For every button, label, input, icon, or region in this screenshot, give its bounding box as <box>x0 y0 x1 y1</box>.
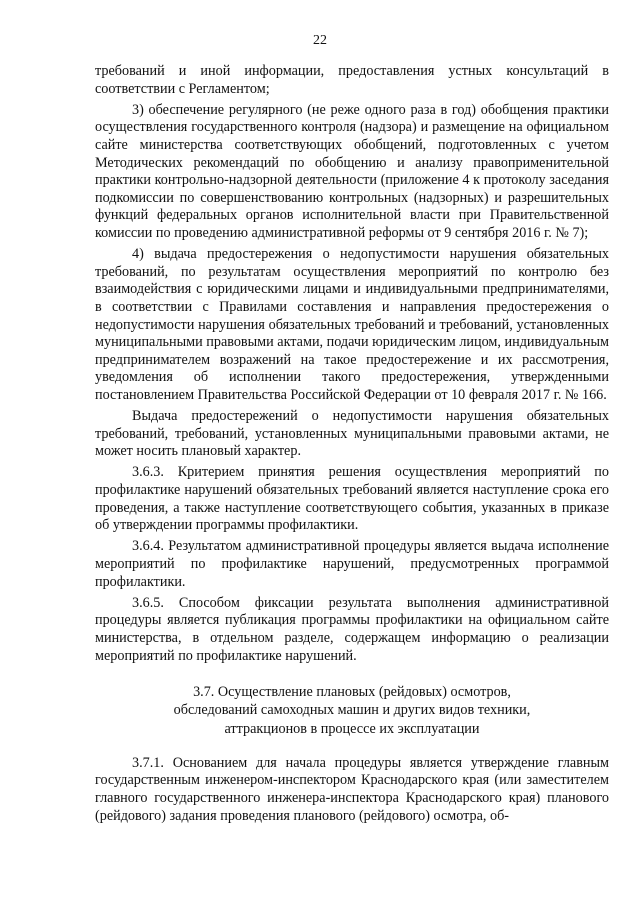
section-heading-line: обследований самоходных машин и других видов техники, <box>173 702 531 719</box>
section-heading-line: аттракционов в процессе их эксплуатации <box>224 720 480 737</box>
paragraph-3-6-5: 3.6.5. Способом фиксации результата выполнения административной процедуры является публикация программы профилактики на официальном сайте министерства, в отдельном разделе, содержащем информацию о реализации мероприятий по профилактике нарушений. <box>95 594 609 664</box>
paragraph-warnings: Выдача предостережений о недопустимости нарушения обязательных требований, требований, установленных муниципальными правовыми актами, не может носить плановый характер. <box>95 408 609 460</box>
paragraph-3-7-1: 3.7.1. Основанием для начала процедуры является утверждение главным государственным инженером-инспектором Краснодарского края (или заместителем главного государственного инженера-инспектора Краснодарского края) планового (рейдового) задания проведения планового (рейдового) осмотра, об- <box>95 754 609 824</box>
section-heading-line: 3.7. Осуществление плановых (рейдовых) осмотров, <box>193 684 511 701</box>
section-heading-3-7 <box>95 683 609 738</box>
paragraph-continuation: требований и иной информации, предоставления устных консультаций в соответствии с Регламентом; <box>95 63 609 97</box>
paragraph-item-3: 3) обеспечение регулярного (не реже одного раза в год) обобщения практики осуществления государственного контроля (надзора) и размещение на официальном сайте министерства соответствующих обобщений, подготовленных с учетом Методических рекомендаций по обобщению и анализу правоприменительной практики контрольно-надзорной деятельности (приложение 4 к протоколу заседания подкомиссии по совершенствованию контрольных (надзорных) и разрешительных функций федеральных органов исполнительной власти при Правительственной комиссии по проведению административной реформы от 9 сентября 2016 г. № 7); <box>95 101 609 241</box>
document-body <box>95 63 609 825</box>
paragraph-3-6-4: 3.6.4. Результатом административной процедуры является выдача исполнение мероприятий по профилактике нарушений, предусмотренных программой профилактики. <box>95 538 609 590</box>
page-number: 22 <box>313 33 327 48</box>
paragraph-item-4: 4) выдача предостережения о недопустимости нарушения обязательных требований, по результатам осуществления мероприятий по контролю без взаимодействия с юридическими лицами и индивидуальными предпринимателями, в соответствии с Правилами составления и направления предостережения о недопустимости нарушения обязательных требований и требований, установленных муниципальными правовыми актами, подачи юридическим лицом, индивидуальным предпринимателем возражений на такое предостережение и их рассмотрения, уведомления об исполнении такого предостережения, утвержденными постановлением Правительства Российской Федерации от 10 февраля 2017 г. № 166. <box>95 246 609 403</box>
paragraph-3-6-3: 3.6.3. Критерием принятия решения осуществления мероприятий по профилактике нарушений обязательных требований является наступление срока его проведения, а также наступление соответствующего события, указанных в приказе об утверждении программы профилактики. <box>95 464 609 534</box>
